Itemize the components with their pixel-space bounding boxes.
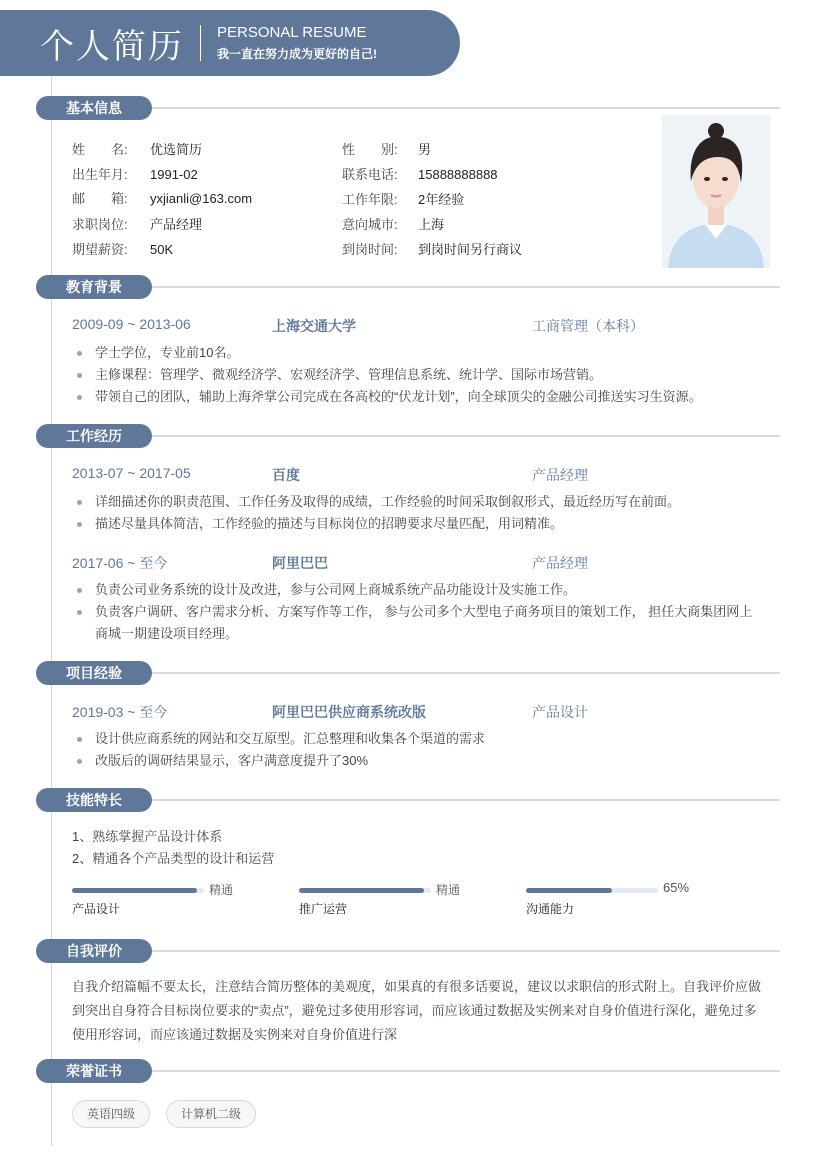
- entry-period: 2009-09 ~ 2013-06: [72, 316, 191, 332]
- project-entry-header: [72, 702, 772, 722]
- list-item: 负责客户调研、客户需求分析、方案写作等工作， 参与公司多个大型电子商务项目的策划工作， 担任大商集团网上商城一期建设项目经理。: [95, 601, 760, 645]
- profile-photo: [662, 115, 770, 268]
- info-city: [342, 214, 444, 233]
- entry-period: 2019-03 ~ 至今: [72, 704, 168, 720]
- section-header: [36, 424, 780, 448]
- section-header: [36, 661, 780, 685]
- skill-name: 沟通能力: [526, 902, 575, 916]
- skill-line: 1、熟练掌握产品设计体系: [72, 829, 223, 844]
- list-item: 带领自己的团队，辅助上海斧掌公司完成在各高校的“伏龙计划”，向全球顶尖的金融公司推送实习生资源。: [95, 386, 760, 408]
- entry-company: 百度: [272, 467, 300, 483]
- info-value: 2年经验: [418, 192, 465, 207]
- resume-title: 个人简历: [40, 26, 184, 67]
- section-divider: [152, 286, 780, 288]
- entry-project-name: 阿里巴巴供应商系统改版: [272, 704, 426, 720]
- section-divider: [152, 107, 780, 109]
- honor-tag: 计算机二级: [166, 1100, 256, 1128]
- section-divider: [152, 435, 780, 437]
- entry-major: 工商管理（本科）: [532, 318, 644, 334]
- info-email: [72, 188, 252, 207]
- info-value: 产品经理: [150, 217, 203, 232]
- info-value: 50K: [150, 242, 174, 257]
- header-divider: [200, 25, 201, 61]
- info-label: 求职岗位:: [72, 217, 128, 232]
- info-label: 出生年月:: [72, 167, 128, 182]
- info-value: 男: [418, 142, 432, 157]
- section-title: 基本信息: [36, 96, 152, 120]
- entry-company: 阿里巴巴: [272, 555, 328, 571]
- section-divider: [152, 1070, 780, 1072]
- skill-name: 推广运营: [299, 902, 348, 916]
- skill-fill: [526, 888, 612, 893]
- self-eval-text: 自我介绍篇幅不要太长，注意结合简历整体的美观度，如果真的有很多话要说，建议以求职信的形式附上。自我评价应做到突出自身符合目标岗位要求的“卖点”，避免过多使用形容词，而应该通过数据及实例来对自身价值进行深化，避免过多使用形容词，而应该通过数据及实例来对自身价值进行深: [72, 979, 762, 1042]
- list-item: 主修课程：管理学、微观经济学、宏观经济学、管理信息系统、统计学、国际市场营销。: [95, 364, 760, 386]
- info-years: [342, 189, 464, 208]
- list-item: 学士学位，专业前10名。: [95, 342, 760, 364]
- info-value: 优选简历: [150, 142, 203, 157]
- header-subtitle-block: [217, 24, 377, 62]
- list-item: 改版后的调研结果显示，客户满意度提升了30%: [95, 750, 760, 772]
- entry-period: 2013-07 ~ 2017-05: [72, 465, 191, 481]
- info-label: 工作年限:: [342, 192, 398, 207]
- skill-bars: [72, 880, 772, 918]
- list-item: 描述尽量具体简洁，工作经验的描述与目标岗位的招聘要求尽量匹配，用词精准。: [95, 513, 760, 535]
- info-arrival: [342, 239, 522, 258]
- section-title: 工作经历: [36, 424, 152, 448]
- info-salary: [72, 239, 173, 258]
- section-title: 自我评价: [36, 939, 152, 963]
- honor-tag: 英语四级: [72, 1100, 150, 1128]
- info-value: 1991-02: [150, 167, 198, 182]
- education-entry-header: [72, 316, 772, 336]
- skill-fill: [72, 888, 197, 893]
- info-gender: [342, 139, 431, 158]
- list-item: 设计供应商系统的网站和交互原型。汇总整理和收集各个渠道的需求: [95, 728, 760, 750]
- info-value: yxjianli@163.com: [150, 191, 253, 206]
- section-title: 技能特长: [36, 788, 152, 812]
- section-title: 荣誉证书: [36, 1059, 152, 1083]
- header-banner: [0, 10, 460, 76]
- info-name: [72, 139, 202, 158]
- list-item: 详细描述你的职责范围、工作任务及取得的成绩，工作经验的时间采取倒叙形式，最近经历写在前面。: [95, 491, 760, 513]
- entry-role: 产品设计: [532, 704, 588, 720]
- info-position: [72, 214, 202, 233]
- entry-school: 上海交通大学: [272, 318, 356, 334]
- info-label: 到岗时间:: [342, 242, 398, 257]
- section-header: [36, 1059, 780, 1083]
- entry-period: 2017-06 ~ 至今: [72, 555, 168, 571]
- section-divider: [152, 672, 780, 674]
- info-label: 期望薪资:: [72, 242, 128, 257]
- section-header: [36, 275, 780, 299]
- entry-role: 产品经理: [532, 467, 588, 483]
- info-label: 联系电话:: [342, 167, 398, 182]
- skill-level: 精通: [209, 883, 234, 897]
- work-entry-header: [72, 553, 772, 573]
- section-title: 项目经验: [36, 661, 152, 685]
- skill-track: [526, 888, 658, 893]
- info-phone: [342, 164, 498, 183]
- info-label: 性 别:: [342, 142, 398, 157]
- info-value: 到岗时间另行商议: [418, 242, 523, 257]
- info-label: 姓 名:: [72, 142, 128, 157]
- section-divider: [152, 799, 780, 801]
- header-slogan: 我一直在努力成为更好的自己!: [217, 47, 377, 61]
- skill-level: 65%: [663, 880, 690, 895]
- skill-track: [72, 888, 204, 893]
- info-label: 邮 箱:: [72, 191, 128, 206]
- person-avatar-icon: [662, 115, 770, 268]
- work-entry-header: [72, 465, 772, 485]
- info-birth: [72, 164, 198, 183]
- skill-level: 精通: [436, 883, 461, 897]
- timeline-line: [51, 76, 52, 1146]
- info-value: 上海: [418, 217, 445, 232]
- info-label: 意向城市:: [342, 217, 398, 232]
- header-subtitle-en: PERSONAL RESUME: [217, 24, 367, 41]
- skill-name: 产品设计: [72, 902, 121, 916]
- entry-role: 产品经理: [532, 555, 588, 571]
- skill-track: [299, 888, 431, 893]
- section-title: 教育背景: [36, 275, 152, 299]
- skill-line: 2、精通各个产品类型的设计和运营: [72, 851, 275, 866]
- section-header: [36, 788, 780, 812]
- list-item: 负责公司业务系统的设计及改进，参与公司网上商城系统产品功能设计及实施工作。: [95, 579, 760, 601]
- section-header: [36, 939, 780, 963]
- info-value: 15888888888: [418, 167, 498, 182]
- section-divider: [152, 950, 780, 952]
- skill-fill: [299, 888, 424, 893]
